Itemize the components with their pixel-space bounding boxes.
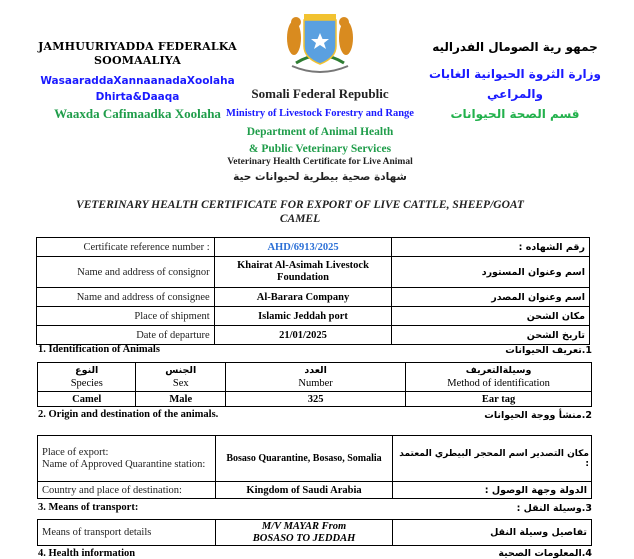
table-row xyxy=(37,307,590,326)
origin-destination-table xyxy=(37,435,592,499)
date-of-departure-value: 21/01/2025 xyxy=(214,326,392,345)
export-label-line1: Place of export: xyxy=(42,446,109,458)
document-title-line1: VETERINARY HEALTH CERTIFICATE FOR EXPORT OF LIVE CATTLE, SHEEP/GOAT xyxy=(76,199,524,211)
section-2-title-arabic: 2.منشأ ووجة الحيوانات xyxy=(484,410,592,421)
department-line2: & Public Veterinary Services xyxy=(248,143,392,155)
export-label-arabic: مكان التصدير اسم المحجر البيطري المعتمد : xyxy=(393,436,592,482)
transport-value-line1: M/V MAYAR From xyxy=(261,520,347,532)
ministry-name: Ministry of Livestock Forestry and Range xyxy=(226,108,414,119)
consignor-value: Khairat Al-Asimah Livestock Foundation xyxy=(214,257,392,288)
certificate-reference-value: AHD/6913/2025 xyxy=(214,238,392,257)
table-row xyxy=(37,257,590,288)
transport-value-line2: BOSASO TO JEDDAH xyxy=(252,532,356,544)
department-line1: Department of Animal Health xyxy=(246,126,394,138)
arabic-ministry-line1: وزارة الثروة الحيوانية الغابات xyxy=(429,67,601,81)
transport-value xyxy=(215,520,393,546)
field-label-arabic: تاريخ الشحن xyxy=(392,326,590,345)
section-1-title-arabic: 1.تعريف الحيوانات xyxy=(505,345,592,356)
department-name xyxy=(200,124,440,158)
field-label: Place of shipment xyxy=(37,307,215,326)
column-header-identification xyxy=(406,363,592,392)
animal-identification-table xyxy=(37,362,592,407)
field-label-arabic: رقم الشهاده : xyxy=(392,238,590,257)
table-row xyxy=(37,288,590,307)
column-header-arabic: الجنس xyxy=(165,365,197,376)
destination-value: Kingdom of Saudi Arabia xyxy=(215,482,393,499)
column-header-number xyxy=(226,363,406,392)
number-value: 325 xyxy=(226,392,406,407)
certificate-type-arabic: شهادة صحية بيطرية لحيوانات حية xyxy=(233,171,407,183)
somali-department-name: Waaxda Cafimaadka Xoolaha xyxy=(54,106,221,121)
table-row xyxy=(38,482,592,499)
destination-label: Country and place of destination: xyxy=(38,482,216,499)
export-station-value: Bosaso Quarantine, Bosaso, Somalia xyxy=(215,436,393,482)
sex-value: Male xyxy=(136,392,226,407)
table-row xyxy=(38,520,592,546)
consignee-value: Al-Barara Company xyxy=(214,288,392,307)
field-label: Certificate reference number : xyxy=(37,238,215,257)
arabic-department-name: قسم الصحة الحيوانات xyxy=(450,107,580,121)
table-row xyxy=(38,436,592,482)
field-label-arabic: مكان الشحن xyxy=(392,307,590,326)
table-row xyxy=(38,392,592,407)
section-2-title: 2. Origin and destination of the animals. xyxy=(38,409,219,420)
export-label-line2: Name of Approved Quarantine station: xyxy=(42,458,206,470)
field-label-arabic: اسم وعنوان المصدر xyxy=(392,288,590,307)
transport-label-arabic: تفاصيل وسيلة النقل xyxy=(393,520,592,546)
column-header-sex xyxy=(136,363,226,392)
field-label-arabic: اسم وعنوان المستورد xyxy=(392,257,590,288)
field-label: Name and address of consignor xyxy=(37,257,215,288)
table-header-row xyxy=(38,363,592,392)
column-header-english: Species xyxy=(70,378,103,389)
document-title xyxy=(30,198,570,226)
arabic-country-name: جمهو رية الصومال الفدراليه xyxy=(432,40,598,54)
column-header-english: Sex xyxy=(172,378,189,389)
somali-ministry-line1: WasaaraddaXannaanadaXoolaha xyxy=(40,75,235,87)
field-label: Date of departure xyxy=(37,326,215,345)
table-row xyxy=(37,238,590,257)
column-header-english: Method of identification xyxy=(447,378,550,389)
somali-ministry-line2: Dhirta&Daaqa xyxy=(95,91,180,103)
column-header-arabic: النوع xyxy=(75,365,99,376)
coat-of-arms-emblem xyxy=(280,8,360,78)
column-header-arabic: وسيلةالتعريف xyxy=(465,365,532,376)
column-header-english: Number xyxy=(298,378,333,389)
species-value: Camel xyxy=(38,392,136,407)
transport-table xyxy=(37,519,592,546)
somali-country-name: JAMHUURIYADDA FEDERALKA SOOMAALIYA xyxy=(38,40,237,67)
certificate-type: Veterinary Health Certificate for Live Animal xyxy=(227,157,413,167)
column-header-species xyxy=(38,363,136,392)
section-3-title-arabic: 3.وسيلة النقل : xyxy=(516,503,592,514)
field-label: Name and address of consignee xyxy=(37,288,215,307)
republic-name: Somali Federal Republic xyxy=(251,86,389,101)
transport-label: Means of transport details xyxy=(38,520,216,546)
section-3-title: 3. Means of transport: xyxy=(38,502,139,513)
section-1-title: 1. Identification of Animals xyxy=(38,344,160,355)
place-of-shipment-value: Islamic Jeddah port xyxy=(214,307,392,326)
general-info-table xyxy=(36,237,590,345)
section-4-title-arabic: 4.المعلومات الصحية xyxy=(498,548,592,559)
document-title-line2: CAMEL xyxy=(279,213,321,225)
identification-method-value: Ear tag xyxy=(406,392,592,407)
arabic-ministry-line2: والمراعي xyxy=(486,87,544,101)
section-4-title: 4. Health information xyxy=(38,548,136,559)
column-header-arabic: العدد xyxy=(304,365,327,376)
destination-label-arabic: الدولة وجهة الوصول : xyxy=(393,482,592,499)
table-row xyxy=(37,326,590,345)
export-label xyxy=(38,436,216,482)
